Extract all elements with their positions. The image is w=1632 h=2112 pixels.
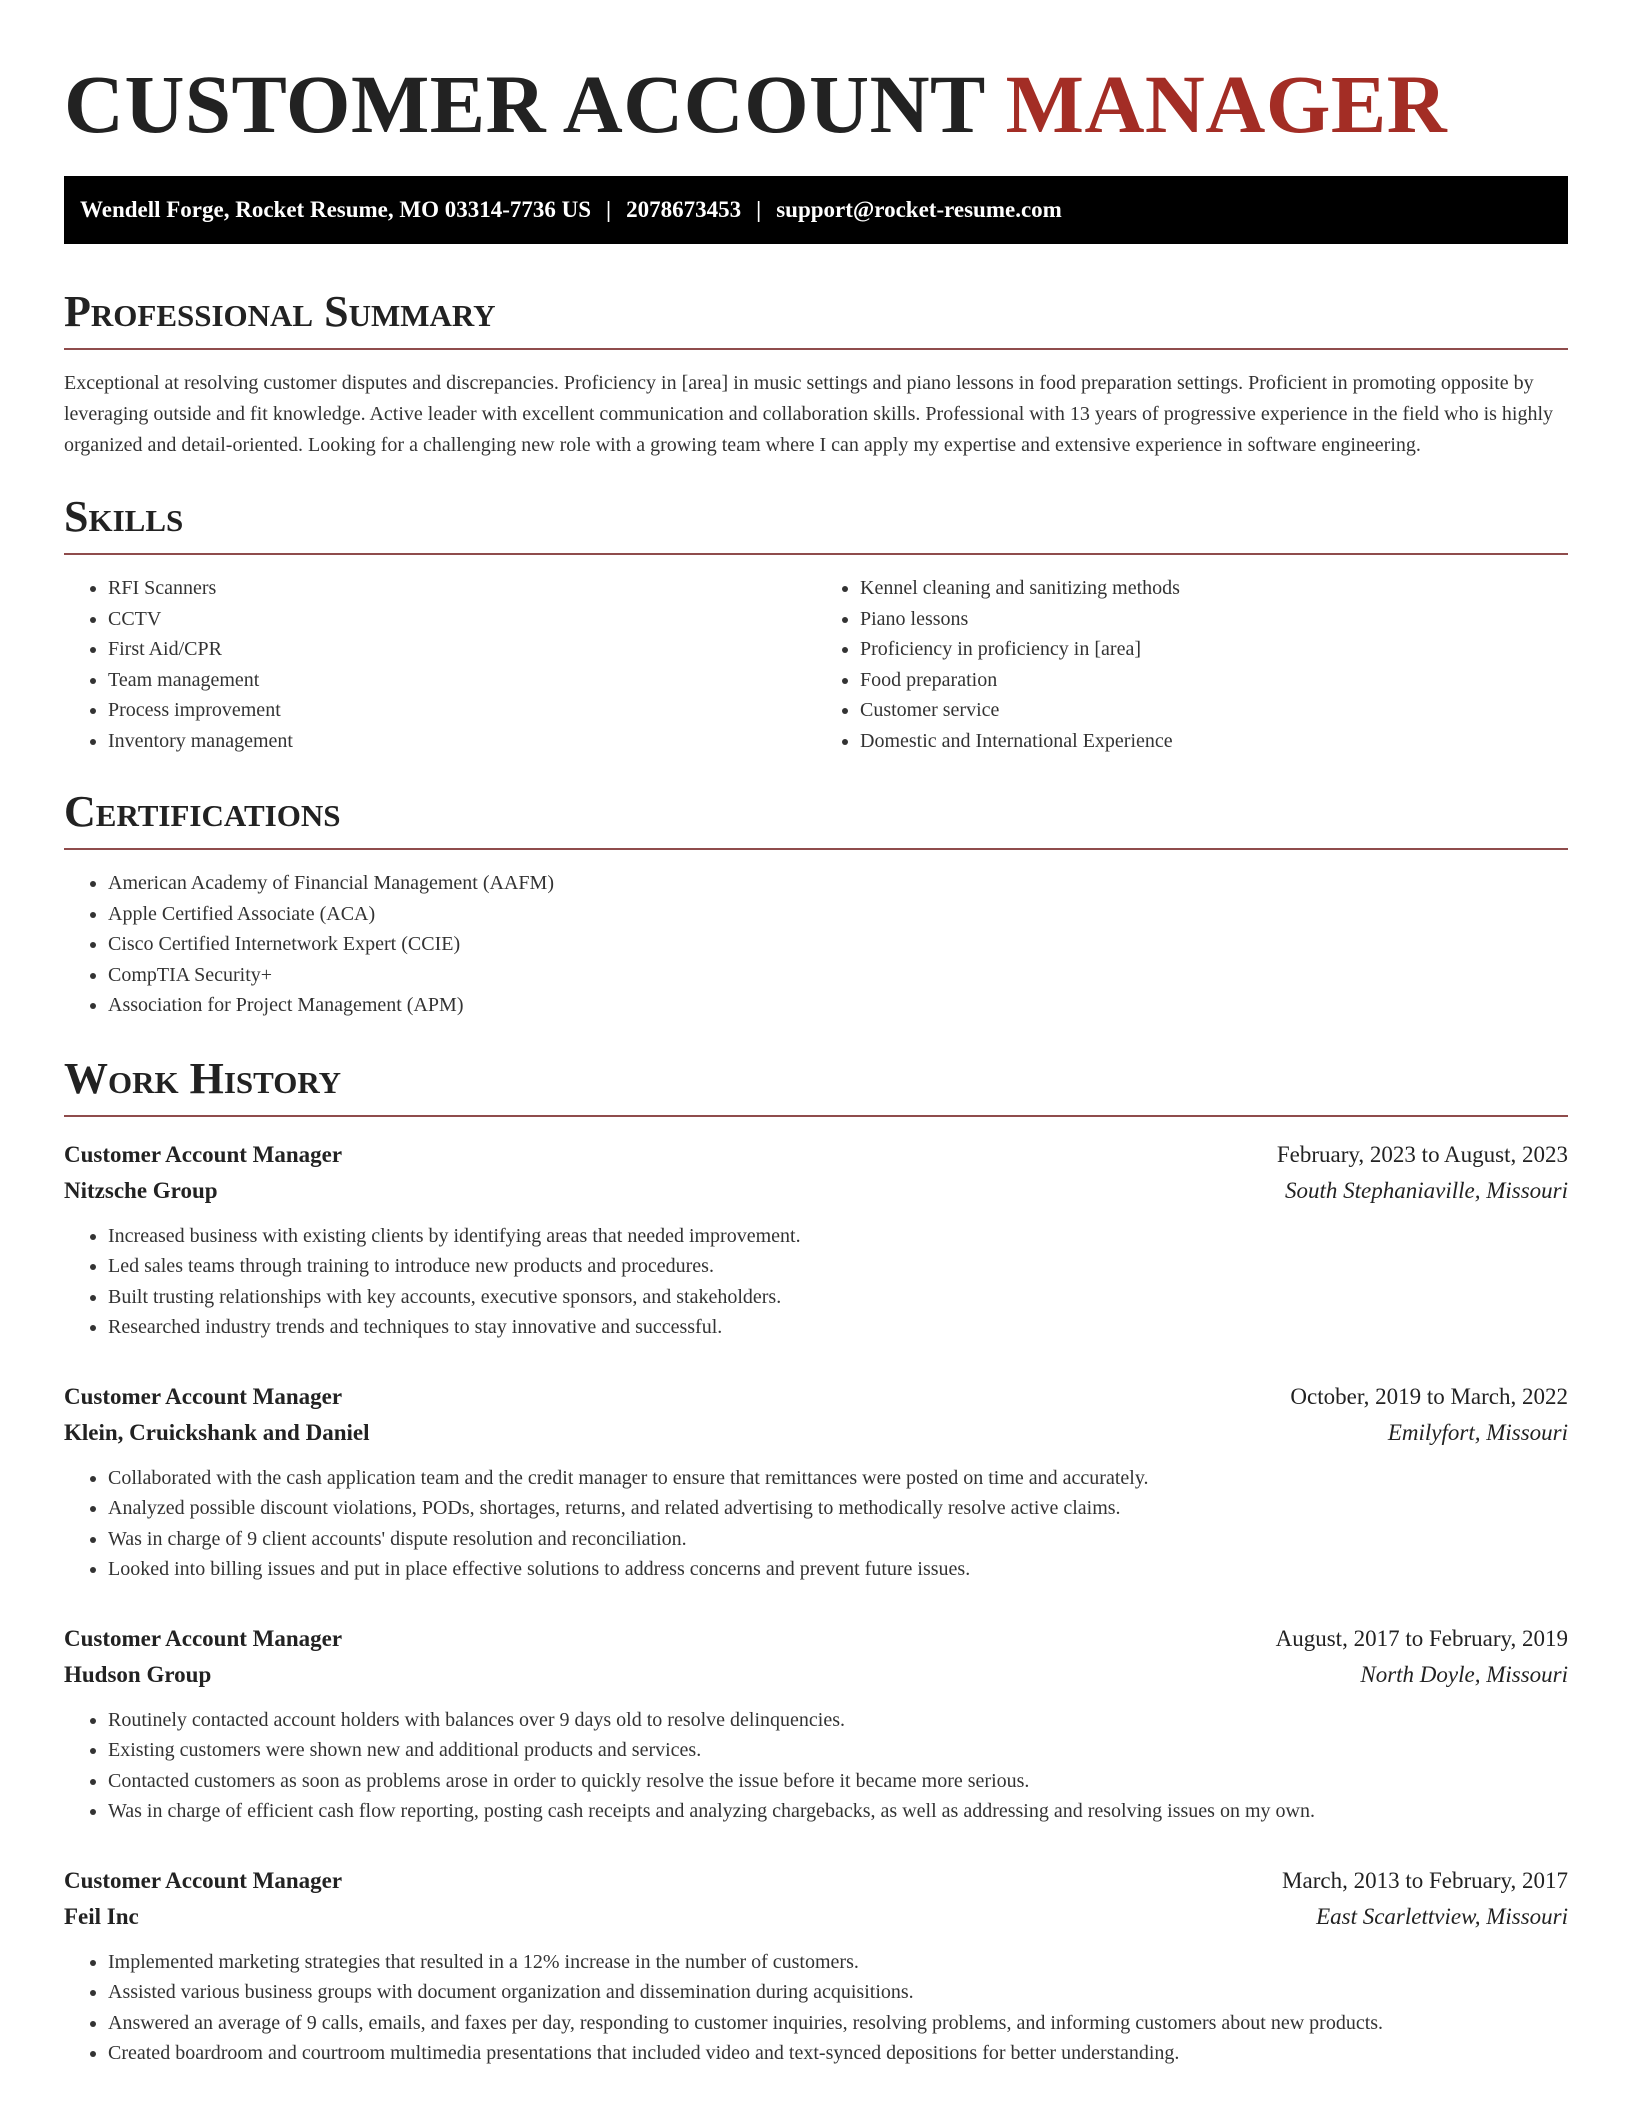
job-bullets — [64, 1463, 1568, 1585]
contact-address: Wendell Forge, Rocket Resume, MO 03314-7736 US — [80, 197, 592, 222]
job-dates: October, 2019 to March, 2022 — [1290, 1383, 1568, 1409]
certifications-section — [64, 786, 1568, 1021]
skills-heading: Skills — [64, 492, 184, 541]
skill-item: • Customer service — [860, 695, 1568, 726]
summary-text: Exceptional at resolving customer disputes and discrepancies. Proficiency in [area] in music settings and piano lessons in food preparation settings. Proficient in promoting opposite by leveraging outside and fit knowledge. Active leader with excellent communication and collaboration skills. Professional with 13 years of progressive experience in the field who is highly organized and detail-oriented. Looking for a challenging new role with a growing team where I can apply my expertise and extensive experience in software engineering. — [64, 372, 1554, 456]
job-dates: August, 2017 to February, 2019 — [1275, 1625, 1568, 1651]
job-bullet: • Researched industry trends and techniques to stay innovative and successful. — [108, 1312, 1568, 1343]
job-bullet: • Looked into billing issues and put in place effective solutions to address concerns and prevent future issues. — [108, 1554, 1568, 1585]
job-bullet: • Increased business with existing clients by identifying areas that needed improvement. — [108, 1221, 1568, 1252]
job-header-row — [64, 1137, 1568, 1173]
skill-item: • Piano lessons — [860, 604, 1568, 635]
job-location: East Scarlettview, Missouri — [1316, 1903, 1568, 1929]
title-accent: MANAGER — [1005, 58, 1448, 150]
job-bullet: • Built trusting relationships with key accounts, executive sponsors, and stakeholders. — [108, 1282, 1568, 1313]
job-title: Customer Account Manager — [64, 1383, 343, 1409]
job-bullet: • Was in charge of 9 client accounts' dispute resolution and reconciliation. — [108, 1524, 1568, 1555]
job-company: Hudson Group — [64, 1661, 212, 1687]
contact-separator: | — [756, 197, 762, 222]
job-company-row — [64, 1173, 1568, 1209]
job-title: Customer Account Manager — [64, 1141, 343, 1167]
certifications-heading: Certifications — [64, 787, 341, 836]
job-bullet: • Existing customers were shown new and additional products and services. — [108, 1735, 1568, 1766]
job-company: Klein, Cruickshank and Daniel — [64, 1419, 370, 1445]
skill-item: • RFI Scanners — [108, 573, 816, 604]
section-divider — [64, 1115, 1568, 1117]
certification-item: • American Academy of Financial Management (AAFM) — [108, 868, 1568, 899]
job-location: South Stephaniaville, Missouri — [1284, 1177, 1568, 1203]
job-company: Feil Inc — [64, 1903, 139, 1929]
contact-bar — [64, 176, 1568, 244]
title-primary: CUSTOMER ACCOUNT — [64, 58, 985, 150]
certification-item: • Association for Project Management (APM) — [108, 990, 1568, 1021]
contact-phone: 2078673453 — [626, 197, 742, 222]
work-history-section — [64, 1053, 1568, 2069]
skills-grid — [64, 573, 1568, 756]
section-divider — [64, 348, 1568, 350]
job-bullets — [64, 1221, 1568, 1343]
job-entry — [64, 1137, 1568, 1343]
job-dates: March, 2013 to February, 2017 — [1282, 1867, 1568, 1893]
skill-item: • Food preparation — [860, 665, 1568, 696]
job-company-row — [64, 1657, 1568, 1693]
skill-item: • Proficiency in proficiency in [area] — [860, 634, 1568, 665]
skill-item: • Inventory management — [108, 726, 816, 757]
job-header-row — [64, 1379, 1568, 1415]
job-title: Customer Account Manager — [64, 1625, 343, 1651]
skill-item: • Process improvement — [108, 695, 816, 726]
job-bullet: • Implemented marketing strategies that resulted in a 12% increase in the number of customers. — [108, 1947, 1568, 1978]
job-bullet: • Assisted various business groups with document organization and dissemination during acquisitions. — [108, 1977, 1568, 2008]
certification-item: • Apple Certified Associate (ACA) — [108, 899, 1568, 930]
job-company-row — [64, 1899, 1568, 1935]
job-entry — [64, 1621, 1568, 1827]
certification-item: • CompTIA Security+ — [108, 960, 1568, 991]
skill-item: • Team management — [108, 665, 816, 696]
job-entry — [64, 1863, 1568, 2069]
job-bullet: • Routinely contacted account holders with balances over 9 days old to resolve delinquencies. — [108, 1705, 1568, 1736]
job-bullet: • Analyzed possible discount violations, PODs, shortages, returns, and related advertising to methodically resolve active claims. — [108, 1493, 1568, 1524]
job-header-row — [64, 1621, 1568, 1657]
job-dates: February, 2023 to August, 2023 — [1276, 1141, 1568, 1167]
skills-column-left — [64, 573, 816, 756]
section-divider — [64, 553, 1568, 555]
job-header-row — [64, 1863, 1568, 1899]
job-bullet: • Contacted customers as soon as problems arose in order to quickly resolve the issue before it became more serious. — [108, 1766, 1568, 1797]
job-company-row — [64, 1415, 1568, 1451]
contact-email: support@rocket-resume.com — [776, 197, 1062, 222]
work-history-heading: Work History — [64, 1053, 342, 1103]
skills-section — [64, 491, 1568, 756]
certifications-list — [64, 868, 1568, 1021]
section-divider — [64, 848, 1568, 850]
job-bullet: • Answered an average of 9 calls, emails, and faxes per day, responding to customer inquiries, resolving problems, and informing customers about new products. — [108, 2008, 1568, 2039]
job-bullet: • Led sales teams through training to introduce new products and procedures. — [108, 1251, 1568, 1282]
summary-heading: Professional Summary — [64, 287, 496, 336]
skills-column-right — [816, 573, 1568, 756]
job-bullet: • Collaborated with the cash application team and the credit manager to ensure that remittances were posted on time and accurately. — [108, 1463, 1568, 1494]
contact-separator: | — [606, 197, 612, 222]
resume-title — [64, 0, 1568, 152]
summary-section — [64, 286, 1568, 461]
job-title: Customer Account Manager — [64, 1867, 343, 1893]
job-bullet: • Was in charge of efficient cash flow reporting, posting cash receipts and analyzing chargebacks, as well as addressing and resolving issues on my own. — [108, 1796, 1568, 1827]
job-location: Emilyfort, Missouri — [1387, 1419, 1568, 1445]
job-entry — [64, 1379, 1568, 1585]
job-company: Nitzsche Group — [64, 1177, 218, 1203]
skill-item: • CCTV — [108, 604, 816, 635]
certification-item: • Cisco Certified Internetwork Expert (CCIE) — [108, 929, 1568, 960]
skill-item: • Domestic and International Experience — [860, 726, 1568, 757]
skill-item: • Kennel cleaning and sanitizing methods — [860, 573, 1568, 604]
job-bullet: • Created boardroom and courtroom multimedia presentations that included video and text-synced depositions for better understanding. — [108, 2038, 1568, 2069]
job-bullets — [64, 1705, 1568, 1827]
job-location: North Doyle, Missouri — [1360, 1661, 1568, 1687]
job-bullets — [64, 1947, 1568, 2069]
skill-item: • First Aid/CPR — [108, 634, 816, 665]
